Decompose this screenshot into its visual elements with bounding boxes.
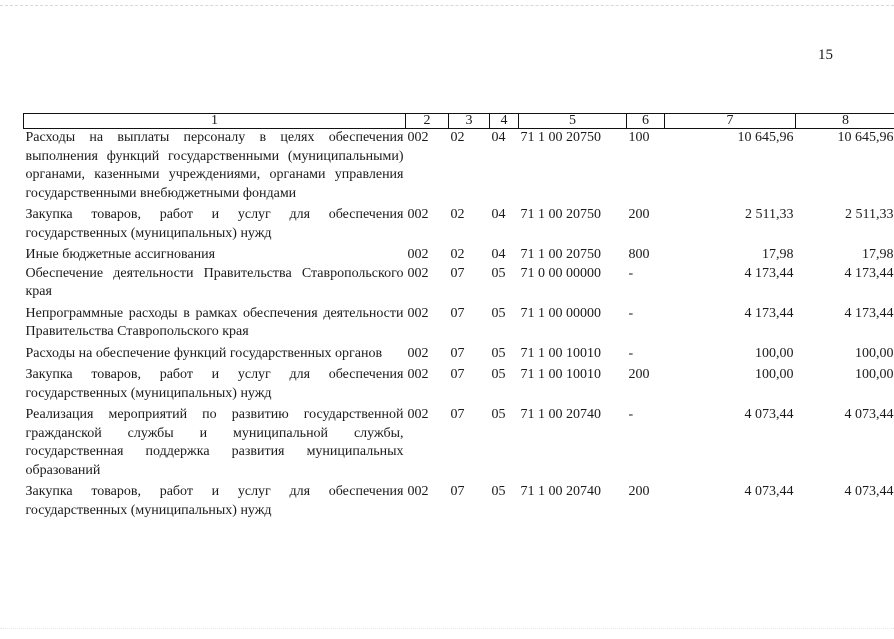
row-expense-type: - <box>628 265 634 281</box>
row-expense-type: 800 <box>628 247 650 262</box>
row-amount-1: 17,98 <box>762 247 794 262</box>
row-expense-type: - <box>628 305 634 321</box>
row-amount-2: 17,98 <box>862 247 894 262</box>
row-amount-1: 4 073,44 <box>744 484 794 499</box>
row-name: Иные бюджетные ассигнования <box>25 247 216 262</box>
row-amount-1: 100,00 <box>755 345 794 361</box>
row-amount-1: 2 511,33 <box>745 207 794 222</box>
row-amount-2: 100,00 <box>855 367 894 382</box>
row-subsection-code: 04 <box>491 247 506 262</box>
row-amount-2: 2 511,33 <box>845 207 894 222</box>
row-subsection-code: 05 <box>491 484 506 499</box>
row-subsection-code: 05 <box>491 305 506 321</box>
row-subsection-code: 04 <box>491 130 506 145</box>
row-target-article: 71 1 00 20740 <box>520 407 601 422</box>
row-amount-1: 4 073,44 <box>744 407 794 422</box>
column-header-8: 8 <box>796 114 894 129</box>
row-amount-1: 100,00 <box>755 367 794 382</box>
row-amount-2: 10 645,96 <box>837 130 894 145</box>
column-header-2: 2 <box>406 114 449 129</box>
row-section-code: 07 <box>450 484 465 499</box>
row-section-code: 07 <box>450 305 465 321</box>
table-row <box>24 345 894 367</box>
row-section-code: 07 <box>450 345 465 361</box>
row-name: Реализация мероприятий по развитию государственной гражданской службы и муниципальной службы, государственная поддержка развития муниципальных образований <box>25 407 404 478</box>
table-row <box>24 366 894 406</box>
row-target-article: 71 1 00 10010 <box>520 345 601 361</box>
row-name: Расходы на обеспечение функций государственных органов <box>25 345 383 361</box>
row-amount-2: 100,00 <box>855 345 894 361</box>
row-expense-type: 200 <box>628 207 650 222</box>
row-name: Закупка товаров, работ и услуг для обеспечения государственных (муниципальных) нужд <box>25 207 404 241</box>
row-target-article: 71 1 00 20750 <box>520 207 601 222</box>
page-number: 15 <box>818 47 833 63</box>
row-subsection-code: 05 <box>491 265 506 281</box>
row-name: Расходы на выплаты персоналу в целях обеспечения выполнения функций государственными (муниципальными) органами, казенными учреждениями, органами управления государственными внебюджетными фондами <box>25 130 404 201</box>
row-target-article: 71 1 00 20750 <box>520 130 601 145</box>
column-header-7: 7 <box>665 114 796 129</box>
row-target-article: 71 0 00 00000 <box>520 265 601 281</box>
column-header-1: 1 <box>24 114 406 129</box>
budget-table <box>23 113 894 520</box>
row-section-code: 07 <box>450 265 465 281</box>
row-name: Закупка товаров, работ и услуг для обеспечения государственных (муниципальных) нужд <box>25 367 404 401</box>
row-target-article: 71 1 00 20750 <box>520 247 601 262</box>
row-name: Непрограммные расходы в рамках обеспечения деятельности Правительства Ставропольского края <box>25 305 404 339</box>
row-expense-type: 200 <box>628 367 650 382</box>
row-amount-1: 4 173,44 <box>744 305 794 321</box>
row-ministry-code: 002 <box>407 207 429 222</box>
row-amount-1: 4 173,44 <box>744 265 794 281</box>
table-row <box>24 206 894 246</box>
column-header-3: 3 <box>449 114 490 129</box>
row-ministry-code: 002 <box>407 367 429 382</box>
row-section-code: 02 <box>450 207 465 222</box>
scan-edge-line <box>0 628 894 629</box>
row-amount-2: 4 173,44 <box>844 265 894 281</box>
row-target-article: 71 1 00 00000 <box>520 305 601 321</box>
row-subsection-code: 05 <box>491 345 506 361</box>
row-name: Закупка товаров, работ и услуг для обеспечения государственных (муниципальных) нужд <box>25 484 404 518</box>
row-section-code: 02 <box>450 130 465 145</box>
row-expense-type: - <box>628 345 634 361</box>
row-target-article: 71 1 00 10010 <box>520 367 601 382</box>
table-row <box>24 483 894 520</box>
table-row <box>24 129 894 207</box>
row-name: Обеспечение деятельности Правительства Ставропольского края <box>25 265 404 299</box>
row-amount-2: 4 173,44 <box>844 305 894 321</box>
column-header-6: 6 <box>627 114 665 129</box>
row-ministry-code: 002 <box>407 247 429 262</box>
row-section-code: 07 <box>450 367 465 382</box>
row-ministry-code: 002 <box>407 407 429 422</box>
row-expense-type: 100 <box>628 130 650 145</box>
row-ministry-code: 002 <box>407 305 429 321</box>
table-header-row <box>24 114 894 129</box>
table-row <box>24 406 894 483</box>
column-header-4: 4 <box>490 114 519 129</box>
row-target-article: 71 1 00 20740 <box>520 484 601 499</box>
column-header-5: 5 <box>519 114 627 129</box>
row-ministry-code: 002 <box>407 345 429 361</box>
row-subsection-code: 05 <box>491 407 506 422</box>
row-amount-2: 4 073,44 <box>844 407 894 422</box>
row-section-code: 07 <box>450 407 465 422</box>
row-section-code: 02 <box>450 247 465 262</box>
row-subsection-code: 05 <box>491 367 506 382</box>
scan-edge-line <box>0 5 894 6</box>
row-amount-1: 10 645,96 <box>737 130 794 145</box>
table-row <box>24 265 894 305</box>
table-row <box>24 246 894 265</box>
row-expense-type: - <box>628 407 634 422</box>
row-expense-type: 200 <box>628 484 650 499</box>
row-ministry-code: 002 <box>407 130 429 145</box>
row-ministry-code: 002 <box>407 265 429 281</box>
row-amount-2: 4 073,44 <box>844 484 894 499</box>
table-row <box>24 305 894 345</box>
row-subsection-code: 04 <box>491 207 506 222</box>
row-ministry-code: 002 <box>407 484 429 499</box>
